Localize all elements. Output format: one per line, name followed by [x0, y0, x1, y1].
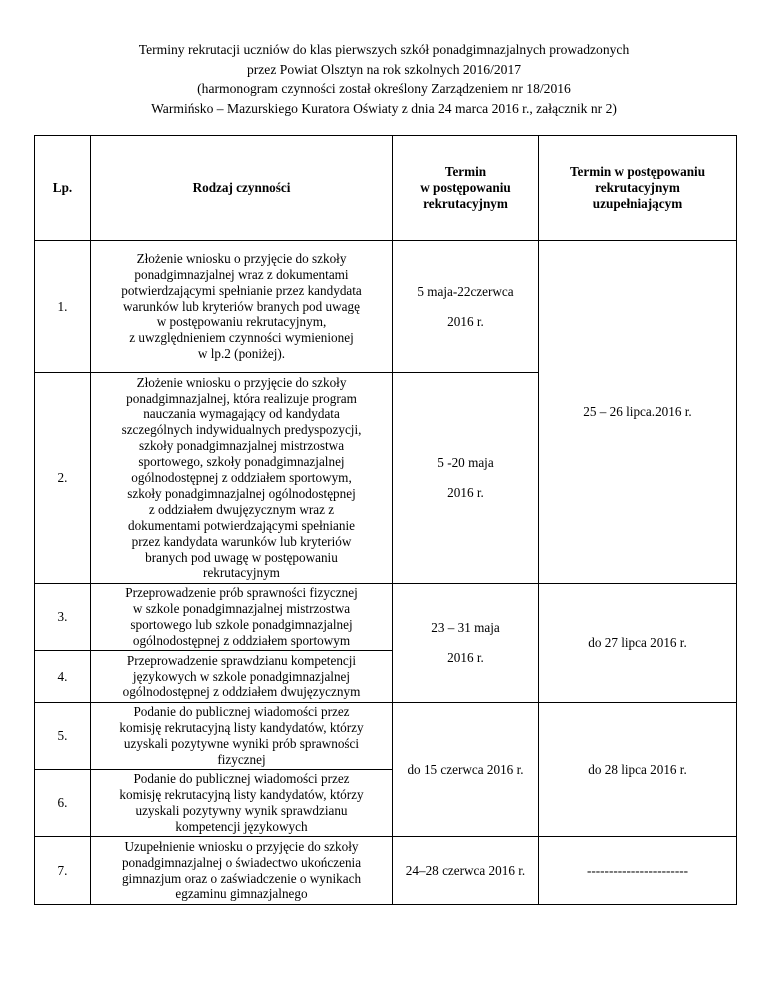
- row-term-main: 5 maja-22czerwca 2016 r.: [393, 241, 539, 373]
- header-activity: Rodzaj czynności: [91, 136, 393, 241]
- merged-term-supp-3-4: do 27 lipca 2016 r.: [539, 584, 737, 703]
- header-term-main: Termin w postępowaniu rekrutacyjnym: [393, 136, 539, 241]
- row-lp: 7.: [35, 837, 91, 905]
- merged-term-supp-1-2: 25 – 26 lipca.2016 r.: [539, 241, 737, 584]
- table-row: [35, 703, 737, 770]
- row-activity: Przeprowadzenie sprawdzianu kompetencji językowych w szkole ponadgimnazjalnej ogólnodostępnej z oddziałem dwujęzycznym: [91, 651, 393, 703]
- header-line-4: Warmińsko – Mazurskiego Kuratora Oświaty z dnia 24 marca 2016 r., załącznik nr 2): [151, 100, 617, 116]
- row-term-main: 5 -20 maja 2016 r.: [393, 373, 539, 584]
- row-activity: Przeprowadzenie prób sprawności fizycznej w szkole ponadgimnazjalnej mistrzostwa sportowego lub szkole ponadgimnazjalnej ogólnodostępnej z oddziałem sportowym: [91, 584, 393, 651]
- row-lp: 1.: [35, 241, 91, 373]
- header-lp: Lp.: [35, 136, 91, 241]
- table-row: [35, 241, 737, 373]
- row-term-main: 24–28 czerwca 2016 r.: [393, 837, 539, 905]
- schedule-table: [34, 135, 737, 905]
- merged-term-main-3-4: 23 – 31 maja 2016 r.: [393, 584, 539, 703]
- header-line-3: (harmonogram czynności został określony Zarządzeniem nr 18/2016: [197, 81, 571, 96]
- table-row: [35, 584, 737, 651]
- row-activity: Podanie do publicznej wiadomości przez komisję rekrutacyjną listy kandydatów, którzy uzyskali pozytywne wyniki prób sprawności fizycznej: [91, 703, 393, 770]
- merged-term-main-5-6: do 15 czerwca 2016 r.: [393, 703, 539, 837]
- row-activity: Uzupełnienie wniosku o przyjęcie do szkoły ponadgimnazjalnej o świadectwo ukończenia gimnazjum oraz o zaświadczenie o wynikach egzaminu gimnazjalnego: [91, 837, 393, 905]
- merged-term-supp-5-6: do 28 lipca 2016 r.: [539, 703, 737, 837]
- row-activity: Złożenie wniosku o przyjęcie do szkoły ponadgimnazjalnej wraz z dokumentami potwierdzającymi spełnianie przez kandydata warunków lub kryteriów branych pod uwagę w postępowaniu rekrutacyjnym, z uwzględnieniem czynności wymienionej w lp.2 (poniżej).: [91, 241, 393, 373]
- row-activity: Złożenie wniosku o przyjęcie do szkoły ponadgimnazjalnej, która realizuje program nauczania wymagający od kandydata szczególnych indywidualnych predyspozycji, szkoły ponadgimnazjalnej mistrzostwa sportowego, szkoły ponadgimnazjalnej ogólnodostępnej z oddziałem sportowym, szkoły ponadgimnazjalnej ogólnodostępnej z oddziałem dwujęzycznym wraz z dokumentami potwierdzającymi spełnianie przez kandydata warunków lub kryteriów branych pod uwagę w postępowaniu rekrutacyjnym: [91, 373, 393, 584]
- row-lp: 6.: [35, 770, 91, 837]
- document-header: [40, 40, 728, 118]
- row-term-supp: -----------------------: [539, 837, 737, 905]
- table-row: [35, 837, 737, 905]
- row-lp: 2.: [35, 373, 91, 584]
- header-term-supplementary: Termin w postępowaniu rekrutacyjnym uzupełniającym: [539, 136, 737, 241]
- header-line-1: Terminy rekrutacji uczniów do klas pierwszych szkół ponadgimnazjalnych prowadzonych: [138, 42, 630, 57]
- header-line-2: przez Powiat Olsztyn na rok szkolnych 2016/2017: [246, 61, 522, 77]
- table-header-row: [35, 136, 737, 241]
- row-lp: 5.: [35, 703, 91, 770]
- row-activity: Podanie do publicznej wiadomości przez komisję rekrutacyjną listy kandydatów, którzy uzyskali pozytywny wynik sprawdzianu kompetencji językowych: [91, 770, 393, 837]
- row-lp: 4.: [35, 651, 91, 703]
- row-lp: 3.: [35, 584, 91, 651]
